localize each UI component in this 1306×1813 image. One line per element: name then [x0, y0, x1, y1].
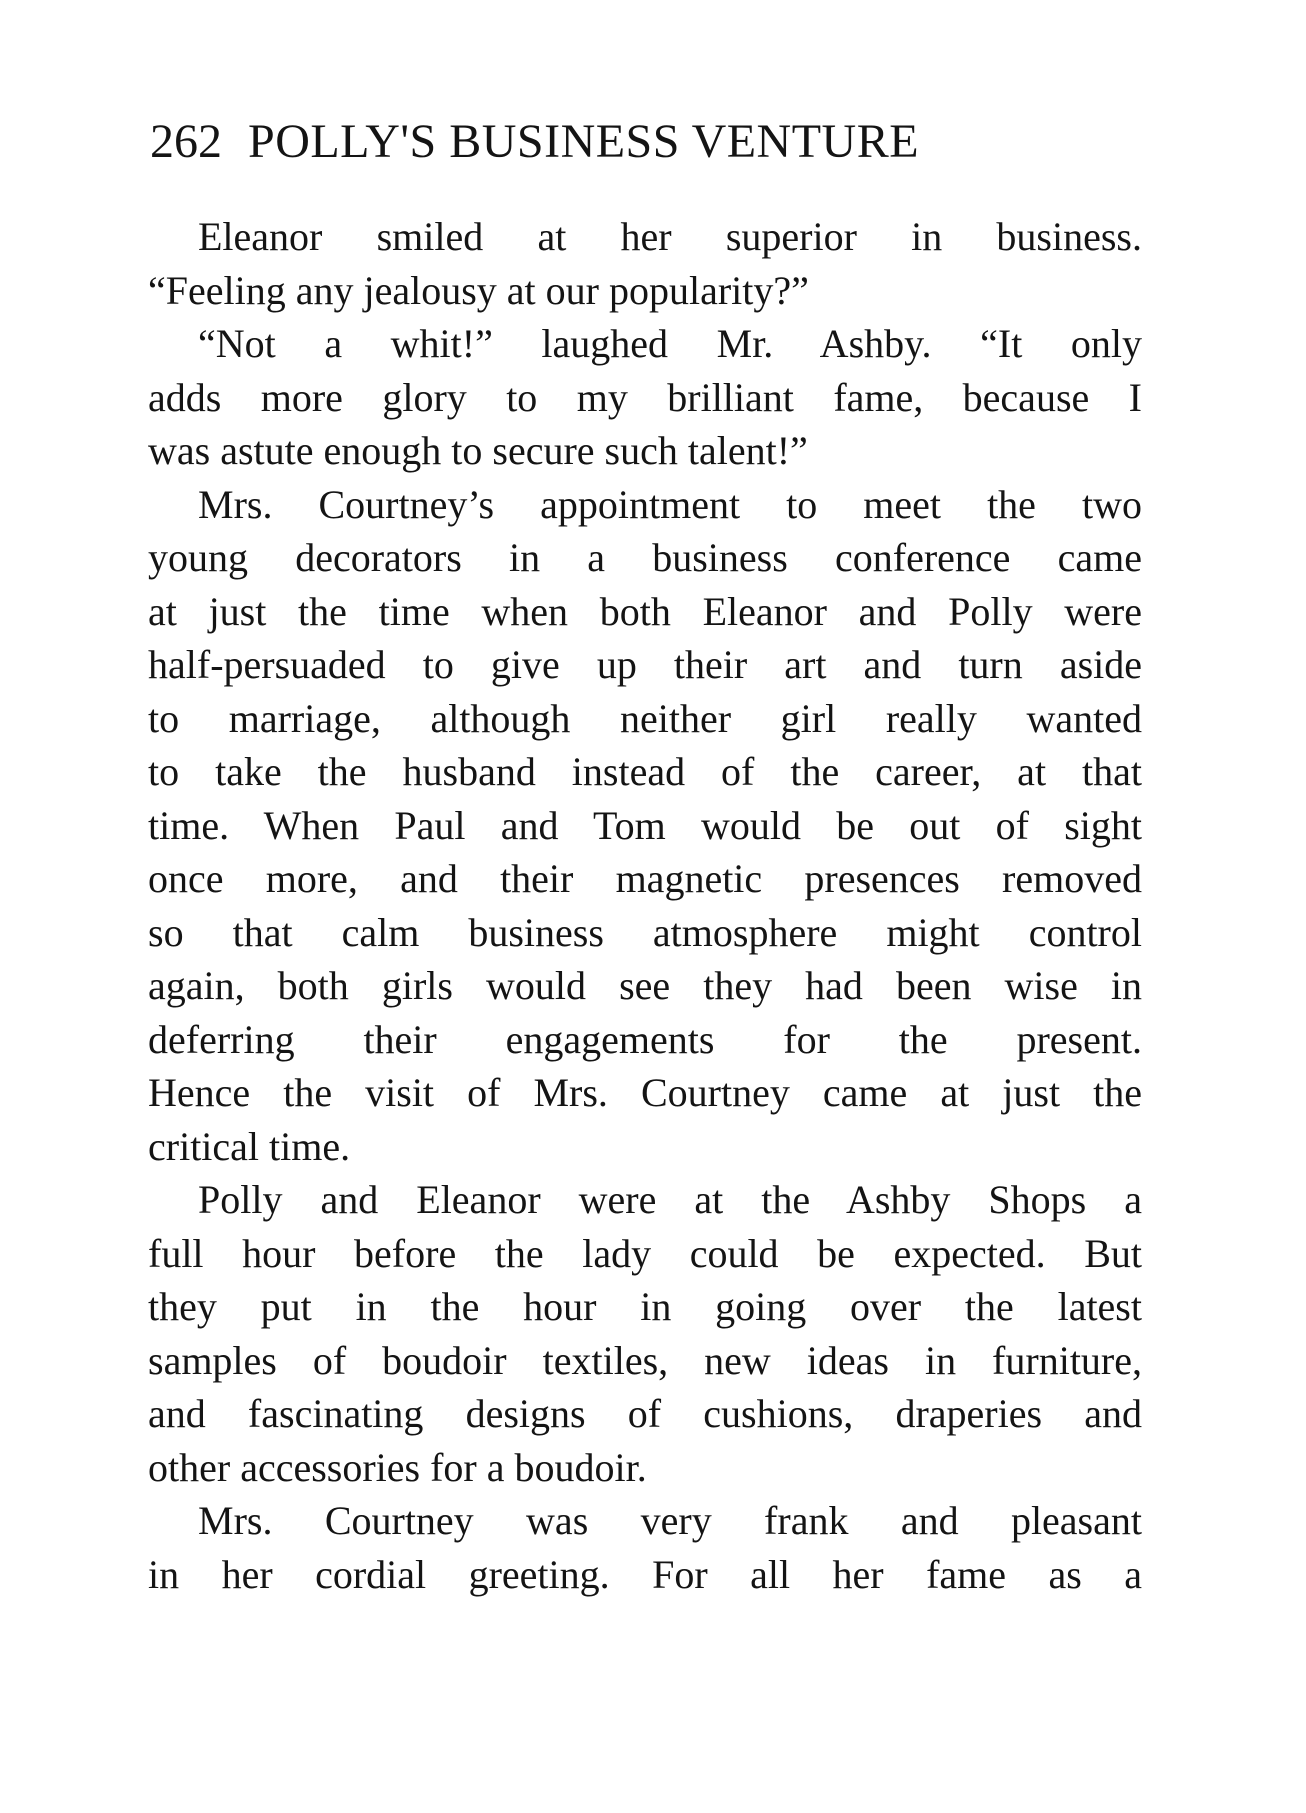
- text-line: Hence the visit of Mrs. Courtney came at just the: [148, 1070, 1142, 1115]
- text-line: at just the time when both Eleanor and Polly were: [148, 588, 1142, 634]
- text-line: and fascinating designs of cushions, draperies and: [148, 1391, 1142, 1436]
- text-line: was astute enough to secure such talent!”: [148, 428, 808, 473]
- text-line: Polly and Eleanor were at the Ashby Shops a: [198, 1177, 1142, 1222]
- text-line: Mrs. Courtney’s appointment to meet the two: [198, 481, 1142, 527]
- text-line: deferring their engagements for the present.: [148, 1016, 1142, 1062]
- text-line: once more, and their magnetic presences removed: [148, 856, 1142, 901]
- running-head: [150, 112, 1050, 172]
- page-number: 262: [150, 115, 222, 168]
- text-line: again, both girls would see they had been wise in: [148, 963, 1142, 1008]
- text-line: full hour before the lady could be expected. But: [148, 1230, 1142, 1276]
- text-line: Mrs. Courtney was very frank and pleasant: [198, 1498, 1142, 1543]
- running-title: POLLY'S BUSINESS VENTURE: [248, 115, 920, 168]
- text-line: they put in the hour in going over the latest: [148, 1284, 1142, 1329]
- text-line: “Feeling any jealousy at our popularity?”: [148, 267, 809, 313]
- text-line: other accessories for a boudoir.: [148, 1444, 647, 1490]
- text-line: time. When Paul and Tom would be out of sight: [148, 802, 1142, 848]
- text-line: in her cordial greeting. For all her fame as a: [148, 1551, 1142, 1597]
- text-line: samples of boudoir textiles, new ideas in furniture,: [148, 1337, 1142, 1383]
- text-line: adds more glory to my brilliant fame, because I: [148, 374, 1142, 420]
- text-line: “Not a whit!” laughed Mr. Ashby. “It only: [198, 321, 1142, 366]
- text-line: Eleanor smiled at her superior in business.: [198, 214, 1142, 259]
- text-line: critical time.: [148, 1123, 351, 1169]
- text-line: to marriage, although neither girl really wanted: [148, 695, 1142, 741]
- text-line: young decorators in a business conference came: [148, 535, 1142, 580]
- text-line: so that calm business atmosphere might control: [148, 909, 1142, 955]
- text-line: half-persuaded to give up their art and turn aside: [148, 642, 1142, 687]
- body-text: [148, 210, 1142, 1601]
- text-line: to take the husband instead of the career, at that: [148, 749, 1142, 794]
